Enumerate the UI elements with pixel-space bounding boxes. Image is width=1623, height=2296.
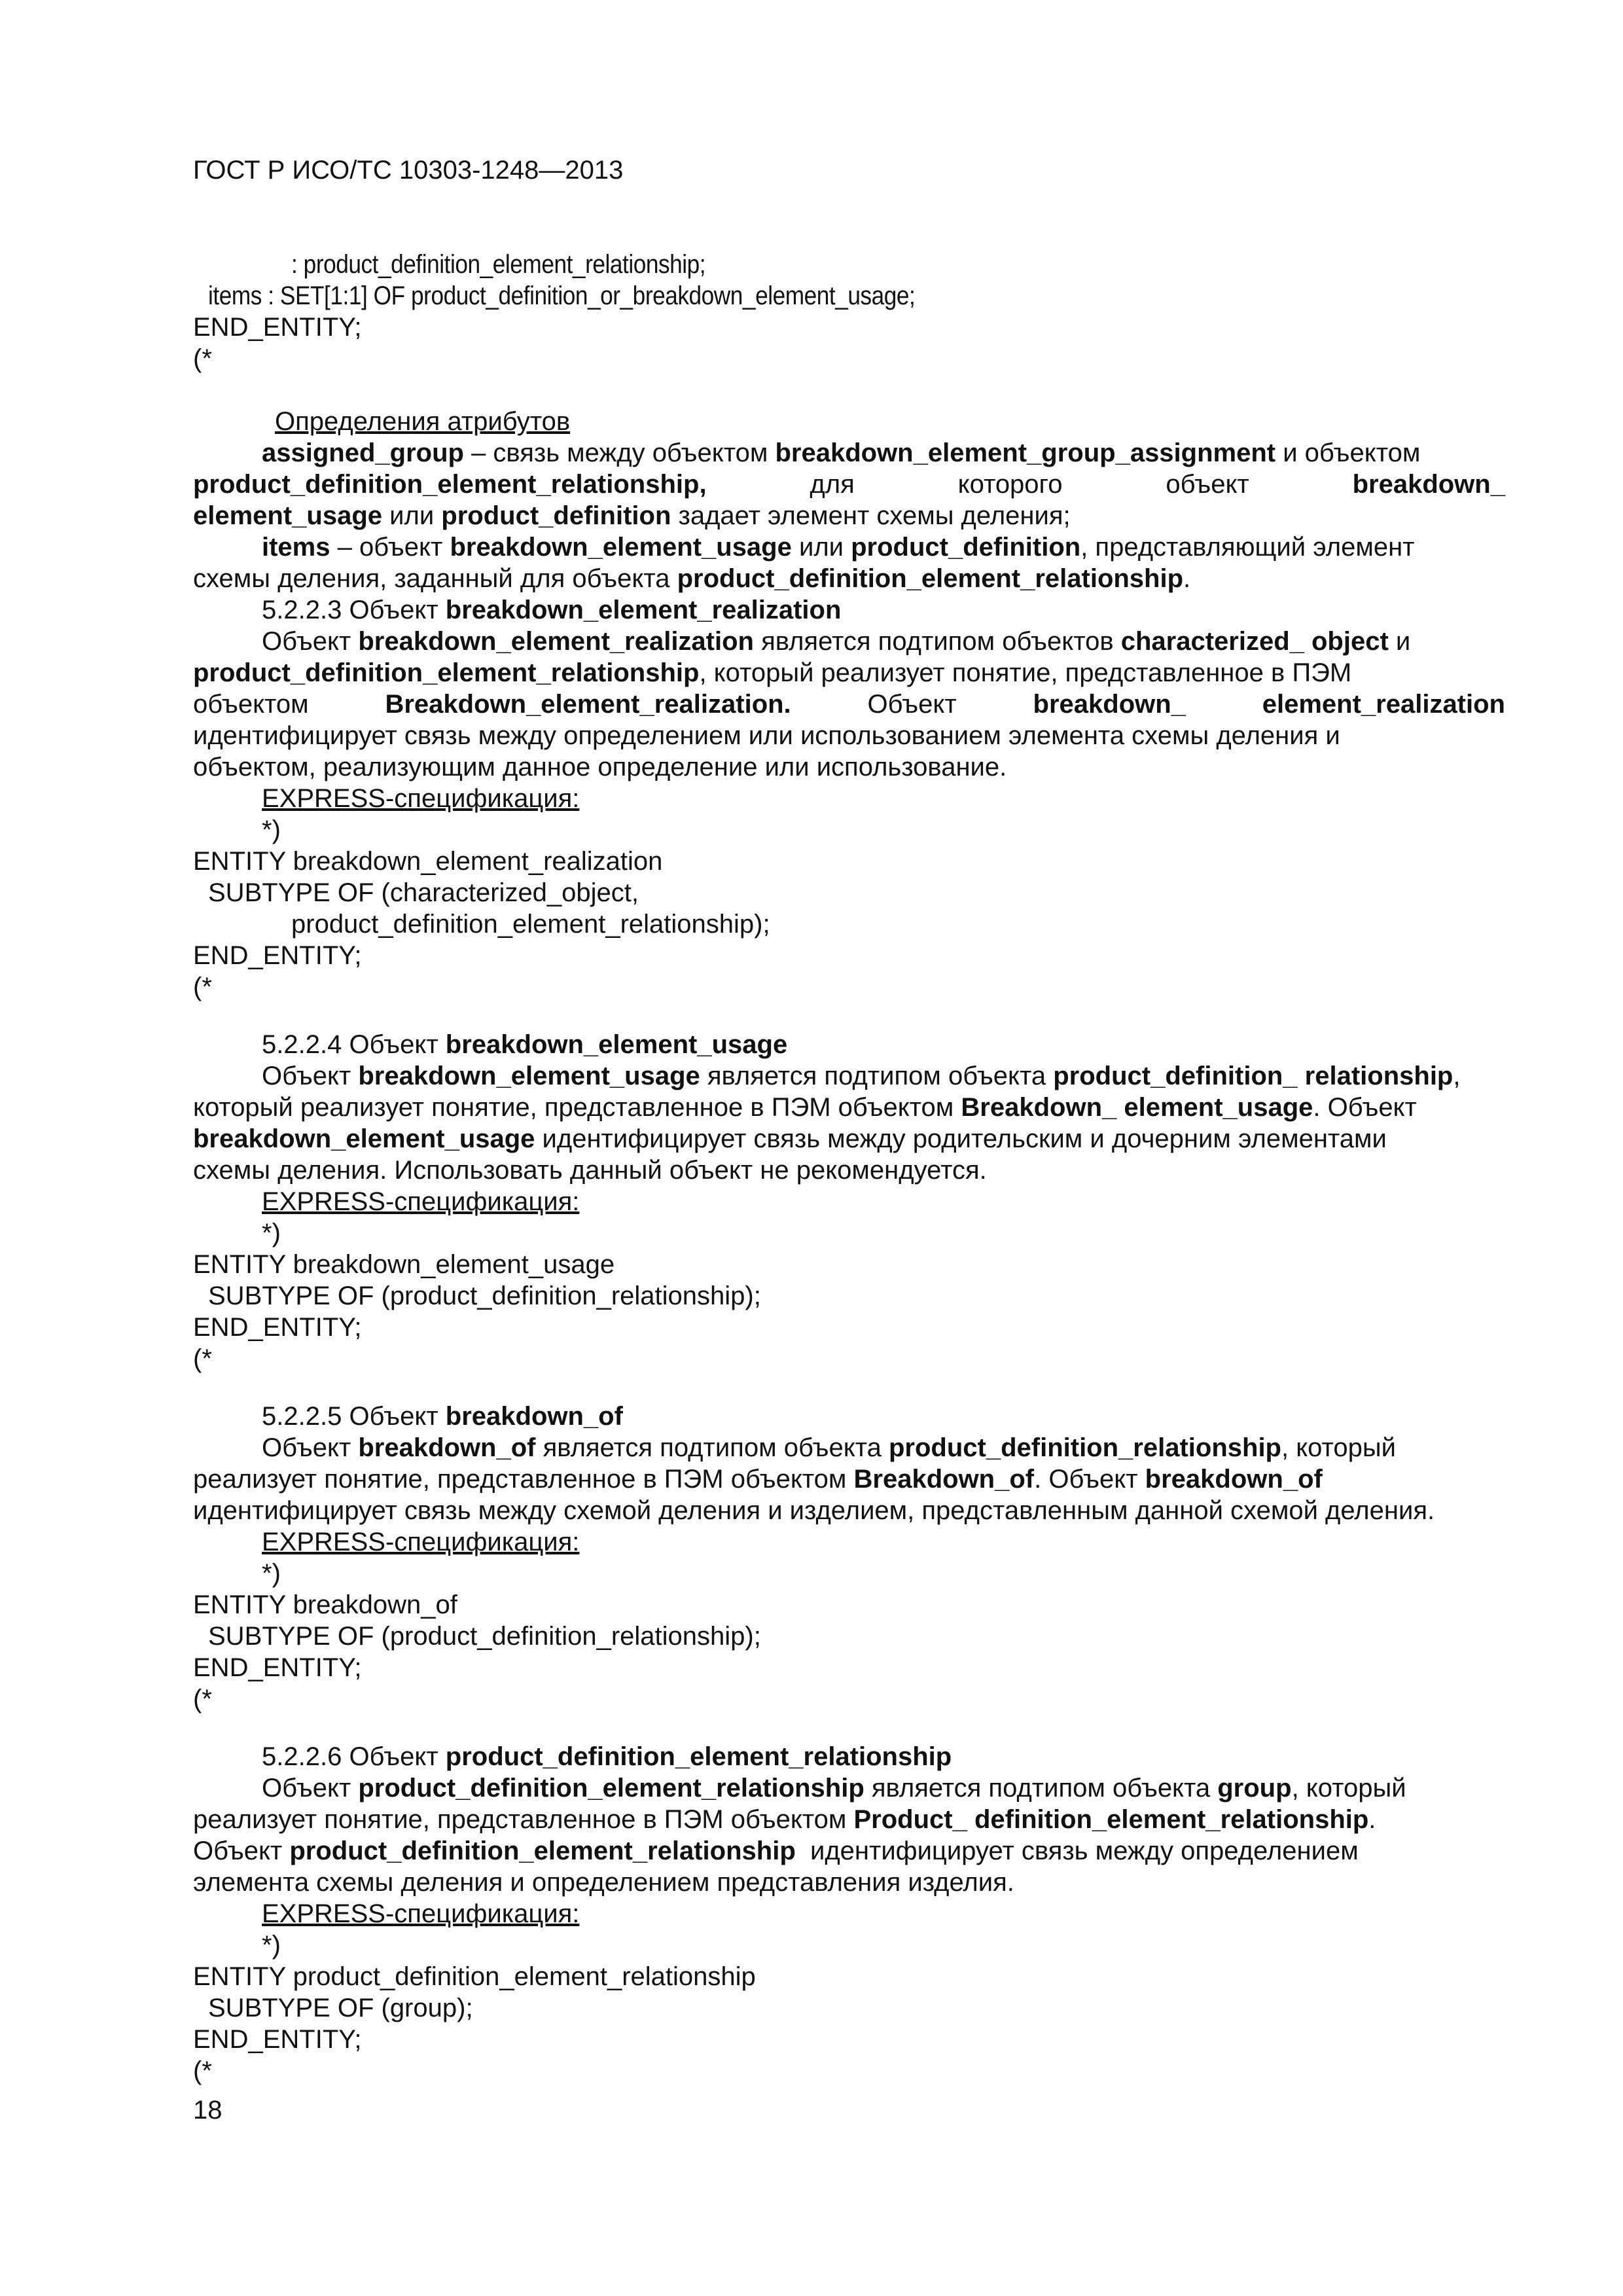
express-label: EXPRESS-спецификация: xyxy=(262,1899,580,1928)
paragraph-line: реализует понятие, представленное в ПЭМ объектом Breakdown_of. Объект breakdown_of xyxy=(193,1465,1323,1494)
paragraph-line: product_definition_element_relationship, который реализует понятие, представленное в ПЭМ xyxy=(193,658,1352,687)
paragraph-line: assigned_group – связь между объектом breakdown_element_group_assignment и объектом xyxy=(262,439,1421,467)
paragraph-line: breakdown_element_usage идентифицирует связь между родительским и дочерним элементами xyxy=(193,1124,1387,1153)
paragraph-line: Объект product_definition_element_relationship является подтипом объекта group, который xyxy=(262,1774,1406,1803)
section-title: 5.2.2.4 Объект breakdown_element_usage xyxy=(262,1030,788,1059)
code-line: SUBTYPE OF (product_definition_relationship); xyxy=(208,1622,761,1651)
code-line: (* xyxy=(193,344,212,373)
paragraph-line: реализует понятие, представленное в ПЭМ объектом Product_ definition_element_relationship. xyxy=(193,1805,1376,1834)
paragraph-line: Объект breakdown_element_realization является подтипом объектов characterized_ object и xyxy=(262,627,1411,656)
code-line: END_ENTITY; xyxy=(193,1313,362,1342)
code-line: : product_definition_element_relationship; xyxy=(291,250,706,279)
code-line: END_ENTITY; xyxy=(193,2025,362,2054)
code-line: *) xyxy=(262,1931,281,1960)
attributes-heading: Определения атрибутов xyxy=(275,407,571,436)
code-line: SUBTYPE OF (group); xyxy=(208,1994,473,2022)
code-line: *) xyxy=(262,816,281,844)
paragraph-line: который реализует понятие, представленное в ПЭМ объектом Breakdown_ element_usage. Объект xyxy=(193,1093,1417,1122)
paragraph-line: идентифицирует связь между определением или использованием элемента схемы деления и xyxy=(193,721,1340,750)
section-title: 5.2.2.3 Объект breakdown_element_realization xyxy=(262,596,842,624)
section-title: 5.2.2.6 Объект product_definition_element_relationship xyxy=(262,1742,952,1771)
section-title: 5.2.2.5 Объект breakdown_of xyxy=(262,1402,623,1431)
paragraph-line: element_usage или product_definition задает элемент схемы деления; xyxy=(193,501,1071,530)
paragraph-line: Объект product_definition_element_relationship идентифицирует связь между определением xyxy=(193,1837,1359,1865)
paragraph-line: product_definition_element_relationship, для которого объект breakdown_ xyxy=(193,470,1505,499)
document-header: ГОСТ Р ИСО/ТС 10303-1248—2013 xyxy=(193,156,624,185)
code-line: ENTITY product_definition_element_relationship xyxy=(193,1962,756,1991)
code-line: items : SET[1:1] OF product_definition_or_breakdown_element_usage; xyxy=(208,281,916,310)
code-line: SUBTYPE OF (product_definition_relationship); xyxy=(208,1282,761,1310)
paragraph-line: идентифицирует связь между схемой деления и изделием, представленным данной схемой деления. xyxy=(193,1496,1435,1525)
paragraph-line: схемы деления, заданный для объекта product_definition_element_relationship. xyxy=(193,564,1191,593)
paragraph-line: элемента схемы деления и определением представления изделия. xyxy=(193,1868,1014,1897)
code-line: product_definition_element_relationship); xyxy=(291,910,770,939)
paragraph-line: Объект breakdown_element_usage является подтипом объекта product_definition_ relationship, xyxy=(262,1062,1461,1090)
code-line: (* xyxy=(193,2056,212,2085)
express-label: EXPRESS-спецификация: xyxy=(262,1528,580,1556)
code-line: SUBTYPE OF (characterized_object, xyxy=(208,878,639,907)
express-label: EXPRESS-спецификация: xyxy=(262,1187,580,1216)
paragraph-line: items – объект breakdown_element_usage или product_definition, представляющий элемент xyxy=(262,533,1415,562)
paragraph-line: схемы деления. Использовать данный объект не рекомендуется. xyxy=(193,1156,987,1185)
express-label: EXPRESS-спецификация: xyxy=(262,784,580,813)
code-line: END_ENTITY; xyxy=(193,941,362,970)
paragraph-line: объектом Breakdown_element_realization. Объект breakdown_ element_realization xyxy=(193,690,1505,719)
code-line: (* xyxy=(193,1344,212,1373)
code-line: (* xyxy=(193,1685,212,1713)
code-line: (* xyxy=(193,973,212,1001)
code-line: ENTITY breakdown_element_usage xyxy=(193,1250,615,1279)
code-line: ENTITY breakdown_of xyxy=(193,1590,457,1619)
page-number: 18 xyxy=(193,2096,223,2125)
paragraph-line: объектом, реализующим данное определение или использование. xyxy=(193,753,1007,781)
code-line: ENTITY breakdown_element_realization xyxy=(193,847,663,876)
code-line: *) xyxy=(262,1219,281,1247)
paragraph-line: Объект breakdown_of является подтипом объекта product_definition_relationship, который xyxy=(262,1433,1396,1462)
code-line: END_ENTITY; xyxy=(193,1653,362,1682)
code-line: END_ENTITY; xyxy=(193,313,362,342)
code-line: *) xyxy=(262,1559,281,1588)
